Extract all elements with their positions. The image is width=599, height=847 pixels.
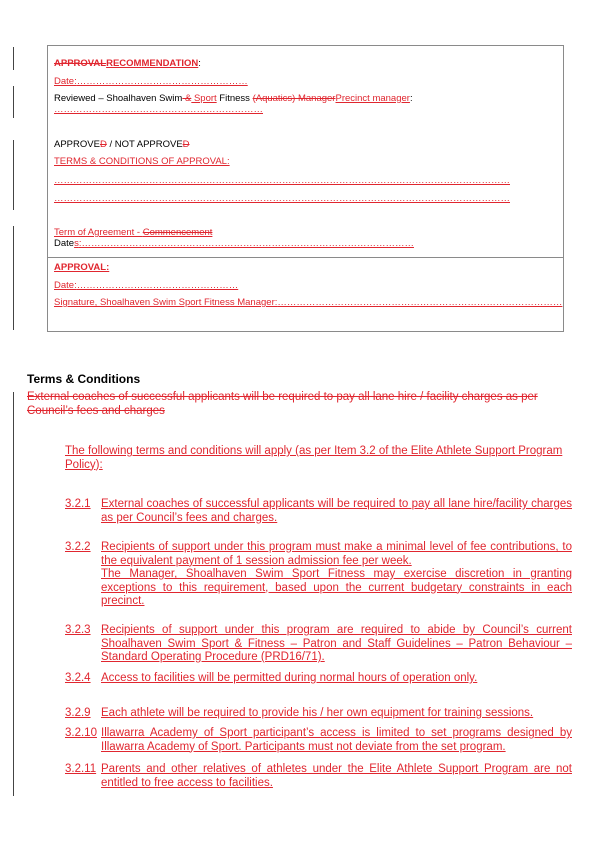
approval-date-dots: ……………………………………………: [76, 280, 239, 291]
item-number: 3.2.11: [65, 763, 97, 775]
item-text: Illawarra Academy of Sport participant’s access is limited to set programs designed by Illawarra Academy of Sport. Participants must not deviate from the set program.: [101, 727, 572, 753]
inserted-text: Sport: [191, 93, 217, 104]
colon: :: [198, 58, 201, 69]
item-text: Each athlete will be required to provide his / her own equipment for training sessions.: [101, 707, 534, 719]
list-item: [65, 624, 572, 665]
item-text: Parents and other relatives of athletes under the Elite Athlete Support Program are not entitled to free access to facilities.: [101, 763, 572, 789]
approved-line: [54, 139, 190, 150]
approval-form-box: [47, 45, 564, 332]
terms-of-approval-label: TERMS & CONDITIONS OF APPROVAL:: [54, 156, 230, 167]
item-number: 3.2.4: [65, 672, 91, 684]
item-text: External coaches of successful applicants will be required to pay all lane hire/facility charges as per Council’s fees and charges.: [101, 498, 572, 524]
list-item: [65, 541, 572, 609]
approval-date-label: Date:: [54, 280, 77, 291]
term-of-agreement-line: [54, 227, 212, 238]
reviewed-line: [54, 93, 413, 104]
change-bar: [13, 392, 14, 796]
change-bar: [13, 140, 14, 210]
list-item: [65, 672, 572, 686]
signature-label: Signature, Shoalhaven Swim Sport Fitness Manager:: [54, 297, 278, 308]
deleted-text: APPROVAL: [54, 58, 107, 69]
dates-dots: ……………………………………………………………………………………………: [81, 238, 414, 249]
deleted-text: Commencement: [142, 227, 213, 238]
reviewed-prefix: Reviewed – Shoalhaven Swim: [54, 93, 183, 104]
reviewed-fitness: Fitness: [216, 93, 253, 104]
item-number: 3.2.3: [65, 624, 91, 636]
change-bar: [13, 226, 14, 330]
box-divider: [48, 257, 563, 258]
item-text: Access to facilities will be permitted during normal hours of operation only.: [101, 672, 478, 684]
colon: :: [78, 238, 82, 249]
dates-line: [54, 238, 414, 249]
colon: :: [409, 93, 413, 104]
item-text-continued: The Manager, Shoalhaven Swim Sport Fitness may exercise discretion in granting exceptions to this requirement, based upon the current budgetary constraints in each precinct.: [101, 568, 572, 607]
terms-intro: The following terms and conditions will apply (as per Item 3.2 of the Elite Athlete Support Program Policy):: [65, 445, 563, 471]
inserted-text: Precinct manager: [335, 93, 410, 104]
deleted-text: D: [99, 139, 107, 150]
item-number: 3.2.1: [65, 498, 91, 510]
terms-heading: Terms & Conditions: [27, 372, 141, 386]
list-item: [65, 498, 572, 525]
dotted-line: ………………………………………………………………………………………………………………………………: [54, 175, 510, 186]
dates-prefix: Date: [54, 238, 75, 249]
deleted-text: (Aquatics) Manager: [252, 93, 336, 104]
change-bar: [13, 86, 14, 118]
approval-label: APPROVAL:: [54, 262, 110, 273]
item-text: Recipients of support under this program must make a minimal level of fee contributions, to the equivalent payment of 1 session admission fee per week.: [101, 541, 572, 567]
dotted-line: ………………………………………………………………………………………………………………………………: [54, 193, 510, 204]
date-line: [54, 76, 248, 87]
signature-dots: ………………………………………………………………………………: [277, 297, 563, 308]
item-number: 3.2.10: [65, 727, 97, 739]
list-item: [65, 707, 572, 721]
deleted-text: &: [182, 93, 192, 104]
item-number: 3.2.2: [65, 541, 91, 553]
deleted-paragraph: External coaches of successful applicants will be required to pay all lane hire / facility charges as per Council’s fees and charges: [27, 391, 538, 417]
item-text: Recipients of support under this program are required to abide by Council’s current Shoalhaven Swim Sport & Fitness – Patron and Staff Guidelines – Patron Behaviour – Standard Operating Procedure (PRD16/71).: [101, 624, 572, 663]
change-bar: [13, 47, 14, 70]
term-of-agreement-text: Term of Agreement -: [54, 227, 143, 238]
inserted-text: s: [74, 238, 79, 249]
date-label: Date:: [54, 76, 77, 87]
item-number: 3.2.9: [65, 707, 91, 719]
date-dots: ………………………………………………: [76, 76, 248, 87]
approval-recommendation-title: [54, 58, 201, 69]
list-item: [65, 763, 572, 790]
list-item: [65, 727, 572, 754]
deleted-text: D: [182, 139, 190, 150]
reviewed-dots: …………………………………………………………: [54, 104, 263, 115]
approval-date-line: [54, 280, 238, 291]
signature-line: [54, 297, 562, 308]
inserted-text: RECOMMENDATION: [106, 58, 199, 69]
not-approved-text: / NOT APPROVE: [106, 139, 183, 150]
approved-text: APPROVE: [54, 139, 100, 150]
